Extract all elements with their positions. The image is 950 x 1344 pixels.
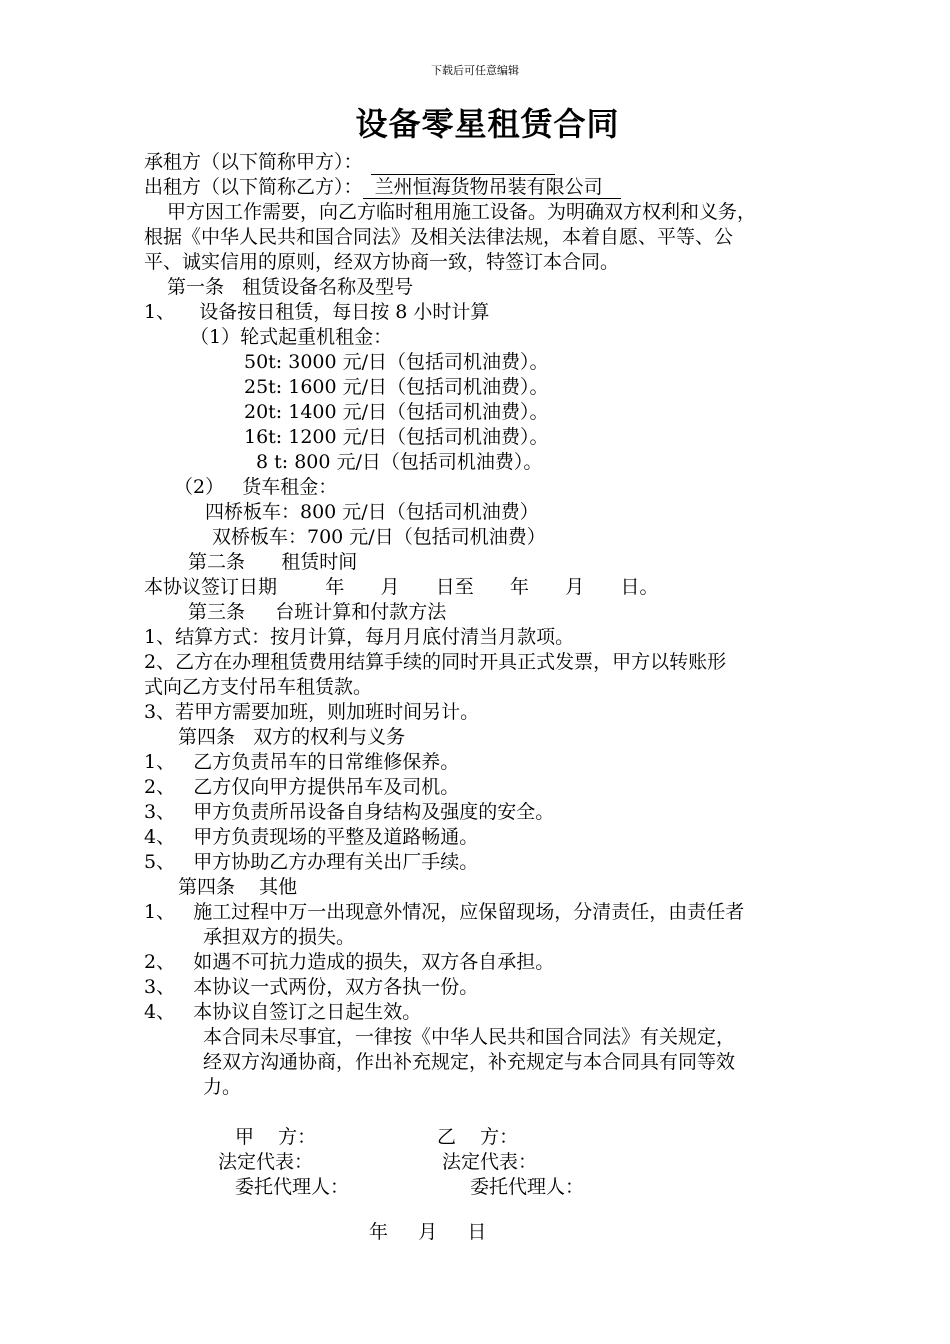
lessor-label: 出租方（以下简称乙方）：	[144, 176, 363, 198]
article3-line: 2、乙方在办理租赁费用结算手续的同时开具正式发票，甲方以转账形	[144, 651, 727, 673]
article1-heading: 第一条 租赁设备名称及型号	[167, 276, 414, 298]
article5-line: 2、 如遇不可抗力造成的损失，双方各自承担。	[144, 951, 555, 973]
article3-line: 1、结算方式：按月计算，每月月底付清当月款项。	[144, 626, 575, 648]
closing-line: 经双方沟通协商，作出补充规定，补充规定与本合同具有同等效	[203, 1051, 736, 1073]
lessor-line	[144, 175, 621, 200]
preamble-line: 平、诚实信用的原则，经双方协商一致，特签订本合同。	[144, 251, 620, 273]
article5-line: 1、 施工过程中万一出现意外情况，应保留现场，分清责任，由责任者	[144, 901, 745, 923]
header-note: 下载后可任意编辑	[431, 64, 519, 77]
party-a-agent: 委托代理人：	[235, 1176, 350, 1198]
crane-rate: 20t: 1400 元/日（包括司机油费）。	[244, 401, 549, 423]
closing-line: 本合同未尽事宜，一律按《中华人民共和国合同法》有关规定，	[203, 1026, 736, 1048]
article5-line: 3、 本协议一式两份，双方各执一份。	[144, 976, 479, 998]
article3-line: 式向乙方支付吊车租赁款。	[144, 676, 373, 698]
signing-date: 年 月 日	[369, 1221, 487, 1243]
closing-line: 力。	[203, 1076, 242, 1098]
lessee-line	[144, 150, 555, 175]
article4-line: 3、 甲方负责所吊设备自身结构及强度的安全。	[144, 801, 555, 823]
article4-line: 5、 甲方协助乙方办理有关出厂手续。	[144, 851, 479, 873]
lease-period: 本协议签订日期 年 月 日至 年 月 日。	[144, 576, 659, 598]
article5-line: 4、 本协议自签订之日起生效。	[144, 1001, 422, 1023]
party-b-signature: 乙 方：	[437, 1126, 519, 1148]
party-b-agent: 委托代理人：	[470, 1176, 585, 1198]
preamble-line: 根据《中华人民共和国合同法》及相关法律法规，本着自愿、平等、公	[144, 226, 734, 248]
crane-rate: 50t: 3000 元/日（包括司机油费）。	[244, 351, 549, 373]
article5-line: 承担双方的损失。	[203, 926, 356, 948]
lessee-label: 承租方（以下简称甲方）：	[144, 151, 363, 173]
party-b-representative: 法定代表：	[442, 1151, 538, 1173]
article4-line: 4、 甲方负责现场的平整及道路畅通。	[144, 826, 479, 848]
article4-heading: 第四条 双方的权利与义务	[178, 726, 406, 748]
document-title: 设备零星租赁合同	[355, 105, 620, 143]
lessee-name-blank	[371, 154, 555, 175]
truck-rate: 四桥板车：800 元/日（包括司机油费）	[205, 501, 539, 523]
crane-heading: （1）轮式起重机租金：	[190, 326, 393, 348]
article4-line: 2、 乙方仅向甲方提供吊车及司机。	[144, 776, 460, 798]
lessor-name: 兰州恒海货物吊装有限公司	[362, 176, 621, 198]
crane-rate: 16t: 1200 元/日（包括司机油费）。	[244, 426, 549, 448]
truck-rate: 双桥板车：700 元/日（包括司机油费）	[212, 526, 546, 548]
article1-item1: 1、 设备按日租赁，每日按 8 小时计算	[144, 301, 490, 323]
truck-heading: （2） 货车租金：	[174, 476, 338, 498]
crane-rate: 8 t: 800 元/日（包括司机油费）。	[256, 451, 543, 473]
party-a-signature: 甲 方：	[235, 1126, 317, 1148]
article3-line: 3、若甲方需要加班，则加班时间另计。	[144, 701, 480, 723]
party-a-representative: 法定代表：	[218, 1151, 314, 1173]
crane-rate: 25t: 1600 元/日（包括司机油费）。	[244, 376, 549, 398]
article5-heading: 第四条 其他	[178, 876, 298, 898]
article2-heading: 第二条 租赁时间	[188, 551, 358, 573]
article3-heading: 第三条 台班计算和付款方法	[188, 601, 447, 623]
article4-line: 1、 乙方负责吊车的日常维修保养。	[144, 751, 460, 773]
preamble-line: 甲方因工作需要，向乙方临时租用施工设备。为明确双方权利和义务，	[167, 201, 757, 223]
